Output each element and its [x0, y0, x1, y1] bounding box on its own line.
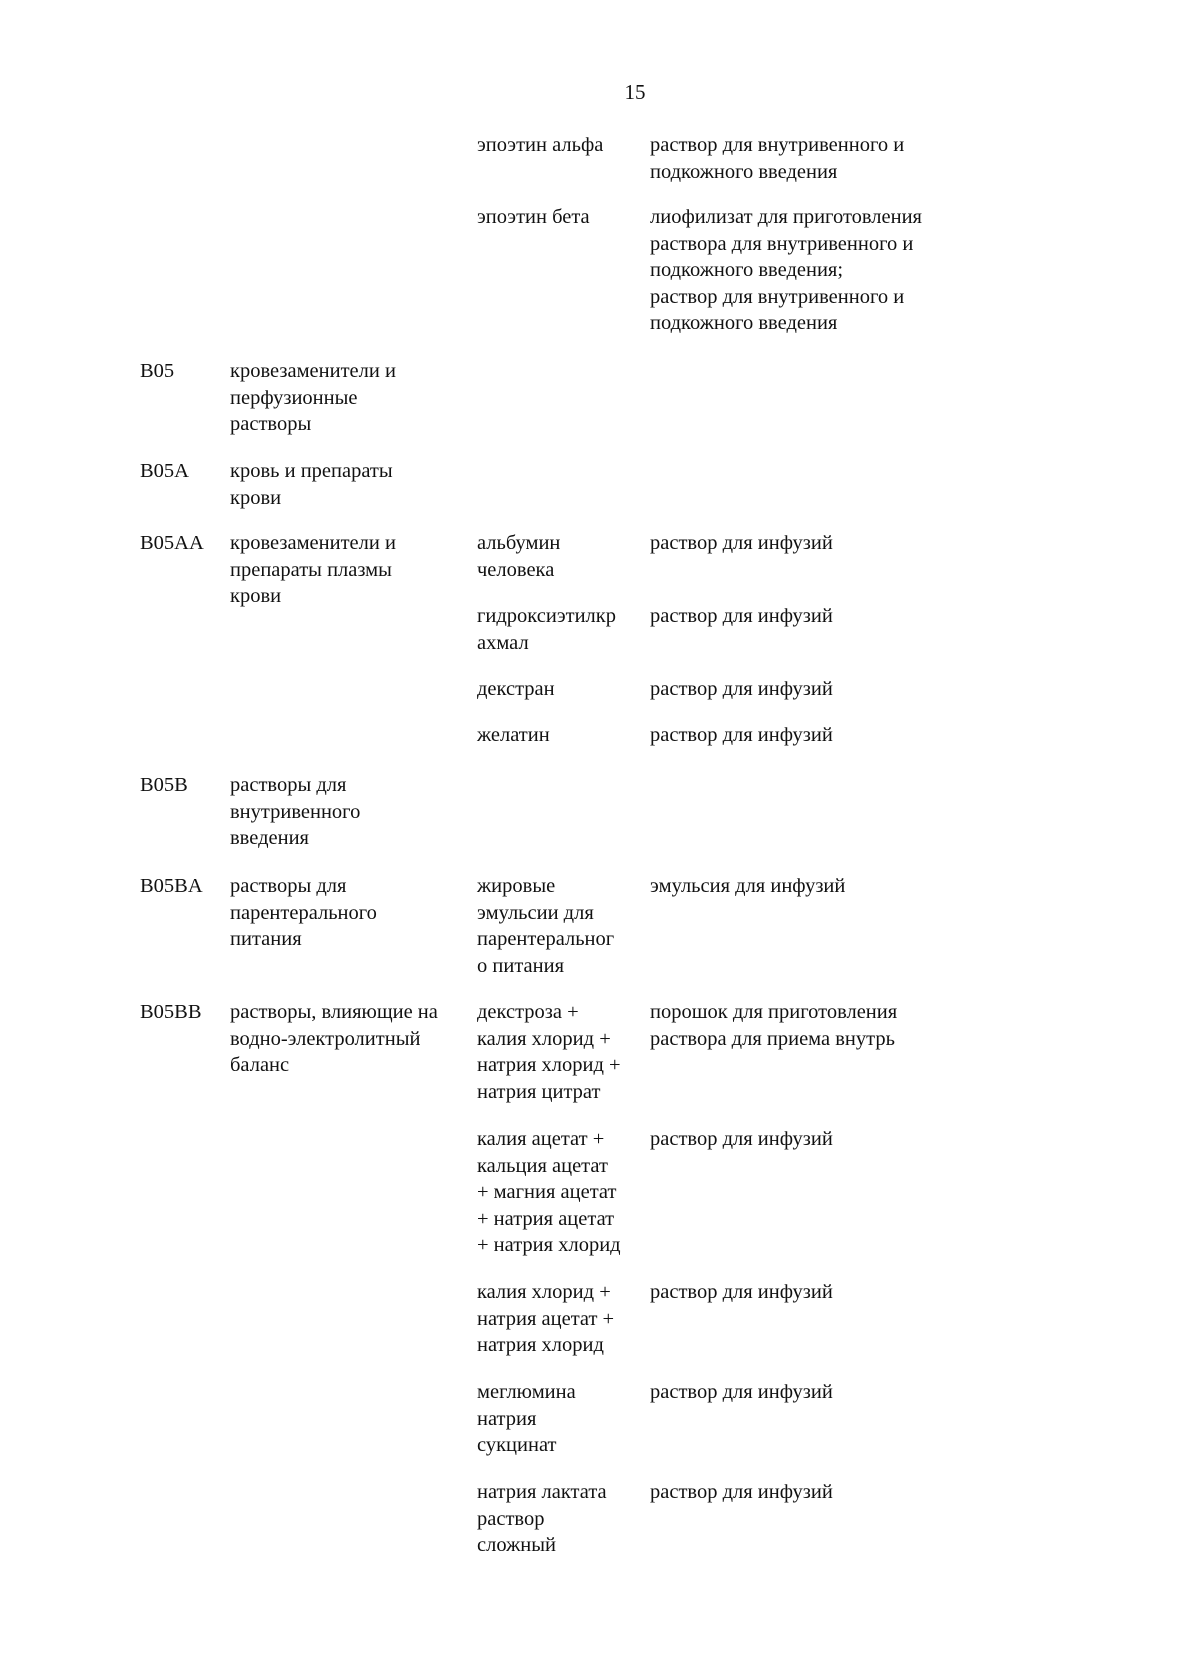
dosage-form: раствор для инфузий	[650, 1381, 833, 1403]
dosage-form: раствор для инфузий	[650, 678, 833, 700]
drug-name: желатин	[477, 724, 550, 746]
dosage-form: лиофилизат для приготовления раствора для внутривенного и подкожного введения; раствор для внутривенного и подкожного введения	[650, 206, 922, 334]
atc-code: B05BA	[140, 875, 203, 897]
drug-name: эпоэтин альфа	[477, 134, 604, 156]
atc-group-name: растворы для парентерального питания	[230, 875, 377, 950]
atc-code: B05AA	[140, 532, 204, 554]
atc-group-name: кровезаменители и перфузионные растворы	[230, 360, 396, 435]
atc-group-name: растворы для внутривенного введения	[230, 774, 361, 849]
page-number: 15	[624, 80, 646, 104]
drug-name: гидроксиэтилкр ахмал	[477, 605, 616, 654]
atc-code: B05A	[140, 460, 189, 482]
dosage-form: порошок для приготовления раствора для приема внутрь	[650, 1001, 898, 1050]
atc-code: B05BB	[140, 1001, 202, 1023]
drug-name: эпоэтин бета	[477, 206, 590, 228]
drug-name: декстроза + калия хлорид + натрия хлорид + натрия цитрат	[477, 1001, 621, 1103]
drug-name: меглюмина натрия сукцинат	[477, 1381, 576, 1456]
drug-name: альбумин человека	[477, 532, 561, 581]
dosage-form: раствор для инфузий	[650, 724, 833, 746]
dosage-form: раствор для инфузий	[650, 605, 833, 627]
dosage-form: раствор для инфузий	[650, 532, 833, 554]
dosage-form: раствор для инфузий	[650, 1281, 833, 1303]
atc-code: B05	[140, 360, 175, 382]
dosage-form: эмульсия для инфузий	[650, 875, 846, 897]
dosage-form: раствор для инфузий	[650, 1481, 833, 1503]
drug-name: жировые эмульсии для парентеральног о питания	[477, 875, 615, 977]
drug-name: калия ацетат + кальция ацетат + магния ацетат + натрия ацетат + натрия хлорид	[477, 1128, 621, 1256]
atc-group-name: кровезаменители и препараты плазмы крови	[230, 532, 396, 607]
atc-group-name: кровь и препараты крови	[230, 460, 393, 509]
dosage-form: раствор для внутривенного и подкожного введения	[650, 134, 905, 183]
drug-name: декстран	[477, 678, 555, 700]
drug-name: натрия лактата раствор сложный	[477, 1481, 607, 1556]
drug-name: калия хлорид + натрия ацетат + натрия хлорид	[477, 1281, 615, 1356]
dosage-form: раствор для инфузий	[650, 1128, 833, 1150]
atc-group-name: растворы, влияющие на водно-электролитный баланс	[230, 1001, 438, 1076]
atc-code: B05B	[140, 774, 188, 796]
